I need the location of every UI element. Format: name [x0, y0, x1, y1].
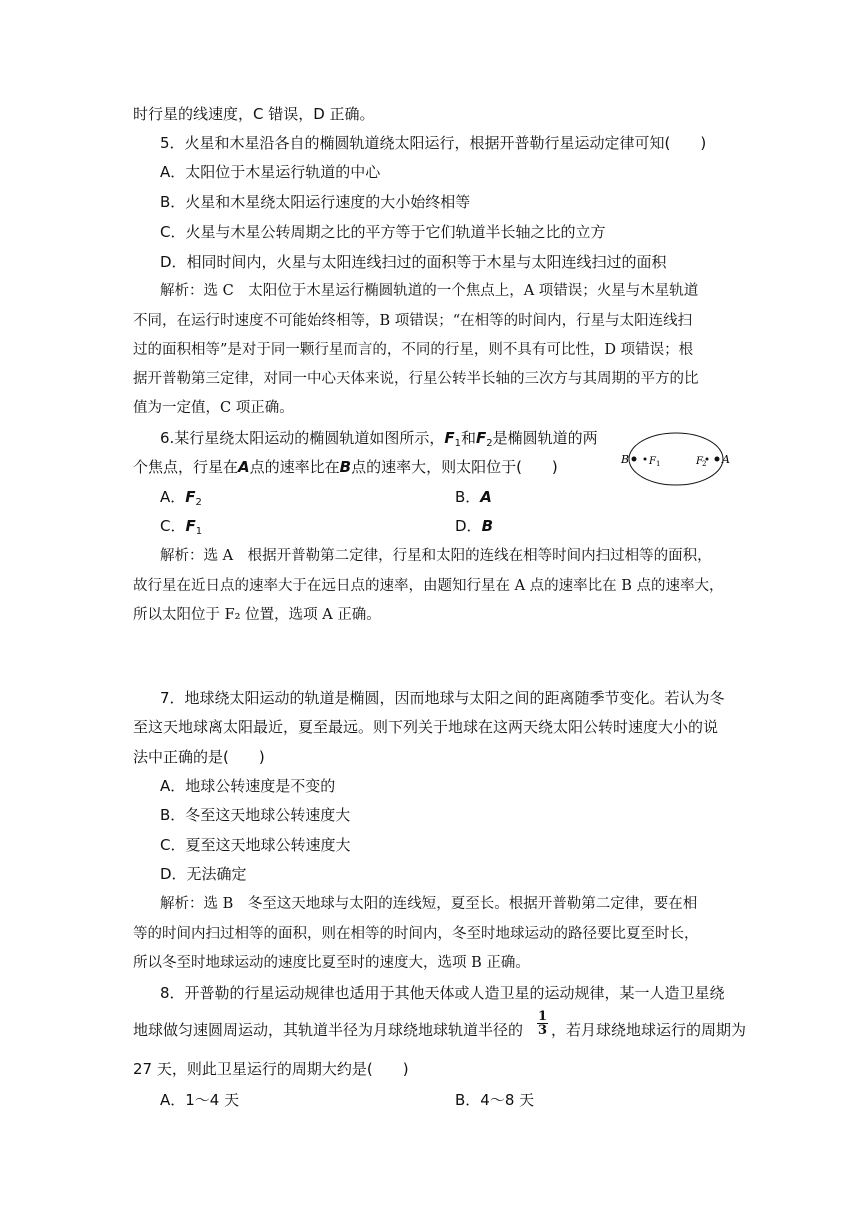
q5-analysis-line: 不同，在运行时速度不可能始终相等，B 项错误；“在相等的时间内，行星与太阳连线扫	[133, 313, 693, 329]
q5-option-d: D．相同时间内，火星与太阳连线扫过的面积等于木星与太阳连线扫过的面积	[160, 253, 667, 271]
q8-stem-line-2a: 地球做匀速圆周运动，其轨道半径为月球绕地球轨道半径的	[133, 1021, 524, 1039]
q8-option-a: A．1～4 天	[160, 1091, 240, 1109]
q7-option-b: B．冬至这天地球公转速度大	[160, 806, 351, 824]
previous-answer-tail: 时行星的线速度，C 错误，D 正确。	[133, 105, 375, 123]
q7-stem-line: 法中正确的是( )	[133, 748, 265, 766]
q5-option-b: B．火星和木星绕太阳运行速度的大小始终相等	[160, 193, 471, 211]
q5-analysis-line: 过的面积相等”是对于同一颗行星而言的，不同的行星，则不具有可比性，D 项错误；根	[133, 342, 694, 358]
q7-analysis-line: 等的时间内扫过相等的面积，则在相等的时间内，冬至时地球运动的路径要比夏至时长，	[133, 926, 699, 942]
label-f1: F	[649, 456, 656, 467]
q7-stem-line: 7．地球绕太阳运动的轨道是椭圆，因而地球与太阳之间的距离随季节变化。若认为冬	[160, 689, 725, 707]
q5-option-c: C．火星与木星公转周期之比的平方等于它们轨道半长轴之比的立方	[160, 223, 606, 241]
q7-option-c: C．夏至这天地球公转速度大	[160, 836, 351, 854]
orbit-ellipse	[629, 433, 723, 485]
focus-f1-dot	[644, 458, 647, 461]
q6-stem-line-1: 6.某行星绕太阳运动的椭圆轨道如图所示，$F_1$和$F_2$是椭圆轨道的两	[160, 429, 598, 449]
q7-option-a: A．地球公转速度是不变的	[160, 777, 336, 795]
q6-analysis-line: 故行星在近日点的速率大于在远日点的速率，由题知行星在 A 点的速率比在 B 点的速率大，	[133, 578, 724, 594]
label-f2-sub: 2	[702, 460, 707, 468]
q5-analysis-line: 据开普勒第三定律，对同一中心天体来说，行星公转半长轴的三次方与其周期的平方的比	[133, 371, 699, 387]
q6-option-b: B．A	[455, 488, 492, 506]
q5-stem: 5．火星和木星沿各自的椭圆轨道绕太阳运行，根据开普勒行星运动定律可知( )	[160, 134, 707, 152]
q7-analysis-line: 解析：选 B 冬至这天地球与太阳的连线短，夏至长。根据开普勒第二定律，要在相	[160, 896, 698, 912]
label-f2: F	[696, 456, 703, 467]
q5-analysis-line: 值为一定值，C 项正确。	[133, 400, 294, 416]
q6-stem-line-2: 个焦点，行星在A点的速率比在B点的速率大，则太阳位于( )	[133, 458, 558, 476]
q8-stem-line-2b: ，若月球绕地球运行的周期为	[551, 1021, 747, 1039]
q7-analysis-line: 所以冬至时地球运动的速度比夏至时的速度大，选项 B 正确。	[133, 955, 530, 971]
q7-stem-line: 至这天地球离太阳最近，夏至最远。则下列关于地球在这两天绕太阳公转时速度大小的说	[133, 718, 719, 736]
ellipse-orbit-diagram	[620, 430, 740, 488]
label-f1-sub: 1	[656, 460, 661, 468]
q8-stem-line-1: 8．开普勒的行星运动规律也适用于其他天体或人造卫星的运动规律，某一人造卫星绕	[160, 984, 725, 1002]
point-a-dot	[715, 457, 720, 462]
q7-option-d: D．无法确定	[160, 865, 247, 883]
q8-stem-line-3: 27 天，则此卫星运行的周期大约是( )	[133, 1060, 409, 1078]
q5-option-a: A．太阳位于木星运行轨道的中心	[160, 163, 381, 181]
q8-option-b: B．4～8 天	[455, 1091, 535, 1109]
label-b: B	[621, 453, 630, 466]
q6-option-c: C．$F_1$	[160, 517, 203, 537]
q6-analysis-line: 所以太阳位于 F₂ 位置，选项 A 正确。	[133, 607, 381, 623]
q5-analysis-line: 解析：选 C 太阳位于木星运行椭圆轨道的一个焦点上，A 项错误；火星与木星轨道	[160, 283, 699, 299]
point-b-dot	[632, 457, 637, 462]
q6-option-d: D．B	[455, 517, 493, 535]
label-a: A	[722, 453, 730, 466]
fraction-one-third: $\frac{1}{3}$	[538, 1009, 548, 1038]
q6-analysis-line: 解析：选 A 根据开普勒第二定律，行星和太阳的连线在相等时间内扫过相等的面积，	[160, 548, 712, 564]
q6-option-a: A．$F_2$	[160, 488, 202, 508]
